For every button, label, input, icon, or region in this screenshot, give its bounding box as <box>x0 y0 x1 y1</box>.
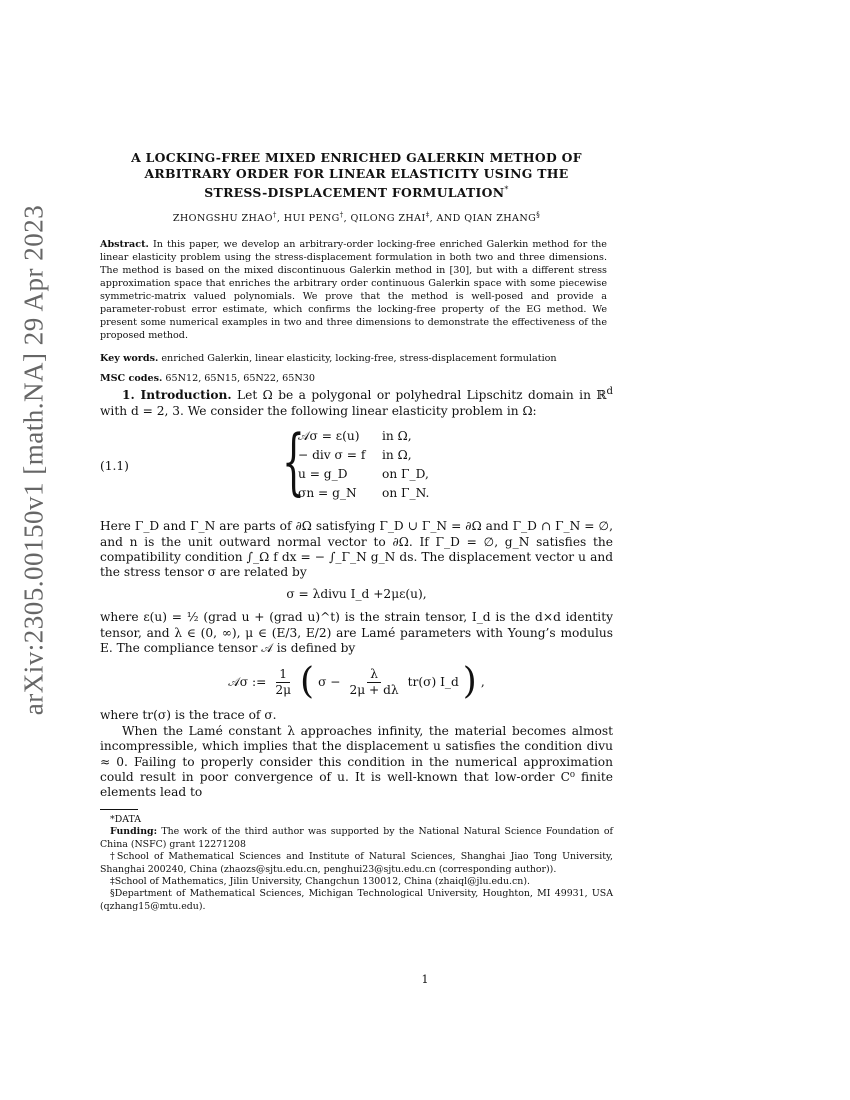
intro-paragraph-3: where ε(u) = ½ (grad u + (grad u)^t) is the strain tensor, I_d is the d×d identity tensor, and λ ∈ (0, ∞), μ ∈ (E/3, E/2) are Lamé parameters with Young’s modulus E. The compliance tensor 𝒜 is defined by <box>100 610 613 656</box>
footnote-affiliation-2: ‡School of Mathematics, Jilin University, Changchun 130012, China (zhaiql@jlu.edu.cn). <box>110 875 530 887</box>
cases-brace: { <box>282 419 305 504</box>
footnote-funding: Funding: The work of the third author was supported by the National Natural Science Foundation of China (NSFC) grant 12271208 <box>100 826 613 850</box>
footnotes <box>100 814 613 913</box>
equation-row: u = g_D on Γ_D, <box>298 467 429 482</box>
abstract-text: In this paper, we develop an arbitrary-order locking-free enriched Galerkin method for the linear elasticity problem using the stress-displacement formulation in both two and three dimensions. The method is based on the mixed discontinuous Galerkin method in [30], but with a different stress approximation space that enriches the arbitrary order continuous Galerkin space with some piecewise symmetric-matrix valued polynomials. We prove that the method is well-posed and provide a parameter-robust error estimate, which confirms the locking-free property of the EG method. We present some numerical examples in two and three dimensions to demonstrate the effectiveness of the proposed method. <box>100 239 607 342</box>
fraction: $\frac{1}{2\mu}$ <box>275 666 292 697</box>
footnote-affiliation-1: †School of Mathematical Sciences and Institute of Natural Sciences, Shanghai Jiao Tong University, Shanghai 200240, China (zhaozs@sjtu.edu.cn, penghui23@sjtu.edu.cn (corresponding author)). <box>100 851 613 875</box>
msc-codes <box>100 373 613 384</box>
msc-label: MSC codes. <box>100 373 163 385</box>
author-2: HUI PENG <box>283 213 340 225</box>
title-line-1: A LOCKING-FREE MIXED ENRICHED GALERKIN METHOD OF <box>131 150 582 165</box>
paper-title <box>100 150 613 201</box>
section-heading: 1. Introduction. <box>122 388 232 403</box>
intro-paragraph-5: When the Lamé constant λ approaches infinity, the material becomes almost incompressible, which implies that the displacement u satisfies the condition divu ≈ 0. Failing to properly consider this condition in the numerical approximation could result in poor convergence of u. It is well-known that low-order C⁰ finite elements lead to <box>100 723 613 800</box>
footnote-data: *DATA <box>110 813 141 825</box>
title-line-3: STRESS-DISPLACEMENT FORMULATION* <box>204 185 509 201</box>
equation-number: (1.1) <box>100 459 129 474</box>
equation-compliance: 𝒜σ := $\frac{1}{2\mu}$ ( σ − $\frac{\lambda}{2\mu + d\lambda}$ tr(σ) I_d ) , <box>228 661 485 703</box>
author-4: QIAN ZHANG <box>464 213 537 225</box>
intro-paragraph-4: where tr(σ) is the trace of σ. <box>100 708 277 723</box>
equation-constitutive: σ = λdivu I_d +2με(u), <box>286 586 427 601</box>
paper-page <box>100 150 613 913</box>
equation-row: 𝒜σ = ε(u) in Ω, <box>298 429 412 444</box>
equation-cases <box>298 429 429 505</box>
page-number: 1 <box>421 973 429 986</box>
author-1: ZHONGSHU ZHAO <box>172 213 273 225</box>
fraction: $\frac{\lambda}{2\mu + d\lambda}$ <box>349 666 399 697</box>
equation-row: σn = g_N on Γ_N. <box>298 486 430 501</box>
abstract-label: Abstract. <box>100 239 149 251</box>
title-line-2: ARBITRARY ORDER FOR LINEAR ELASTICITY USING THE <box>144 166 569 181</box>
keywords <box>100 352 613 365</box>
msc-text: 65N12, 65N15, 65N22, 65N30 <box>165 373 315 385</box>
author-list: ZHONGSHU ZHAO†, HUI PENG†, QILONG ZHAI‡, AND QIAN ZHANG§ <box>172 211 541 225</box>
intro-paragraph-2: Here Γ_D and Γ_N are parts of ∂Ω satisfying Γ_D ∪ Γ_N = ∂Ω and Γ_D ∩ Γ_N = ∅, and n is the unit outward normal vector to ∂Ω. If Γ_D = ∅, g_N satisfies the compatibility condition ∫_Ω f dx = − ∫_Γ_N g_N ds. The displacement vector u and the stress tensor σ are related by <box>100 519 613 580</box>
equation-1-1 <box>100 419 613 507</box>
footnote-affiliation-3: §Department of Mathematical Sciences, Michigan Technological University, Houghton, MI 49931, USA (qzhang15@mtu.edu). <box>100 888 613 912</box>
keywords-label: Key words. <box>100 353 159 365</box>
intro-section <box>100 384 613 801</box>
intro-paragraph-1: 1. Introduction. Let Ω be a polygonal or polyhedral Lipschitz domain in ℝ$^d$ with d = 2, 3. We consider the following linear elasticity problem in Ω: <box>100 386 613 418</box>
keywords-text: enriched Galerkin, linear elasticity, locking-free, stress-displacement formulation <box>161 353 557 365</box>
abstract <box>100 238 607 342</box>
arxiv-stamp-text: arXiv:2305.00150v1 [math.NA] 29 Apr 2023 <box>18 204 49 716</box>
author-3: QILONG ZHAI <box>350 213 426 225</box>
footnote-rule <box>100 809 138 810</box>
arxiv-stamp <box>4 204 64 716</box>
title-footnote-mark: * <box>504 185 509 194</box>
equation-row: − div σ = f in Ω, <box>298 448 412 463</box>
